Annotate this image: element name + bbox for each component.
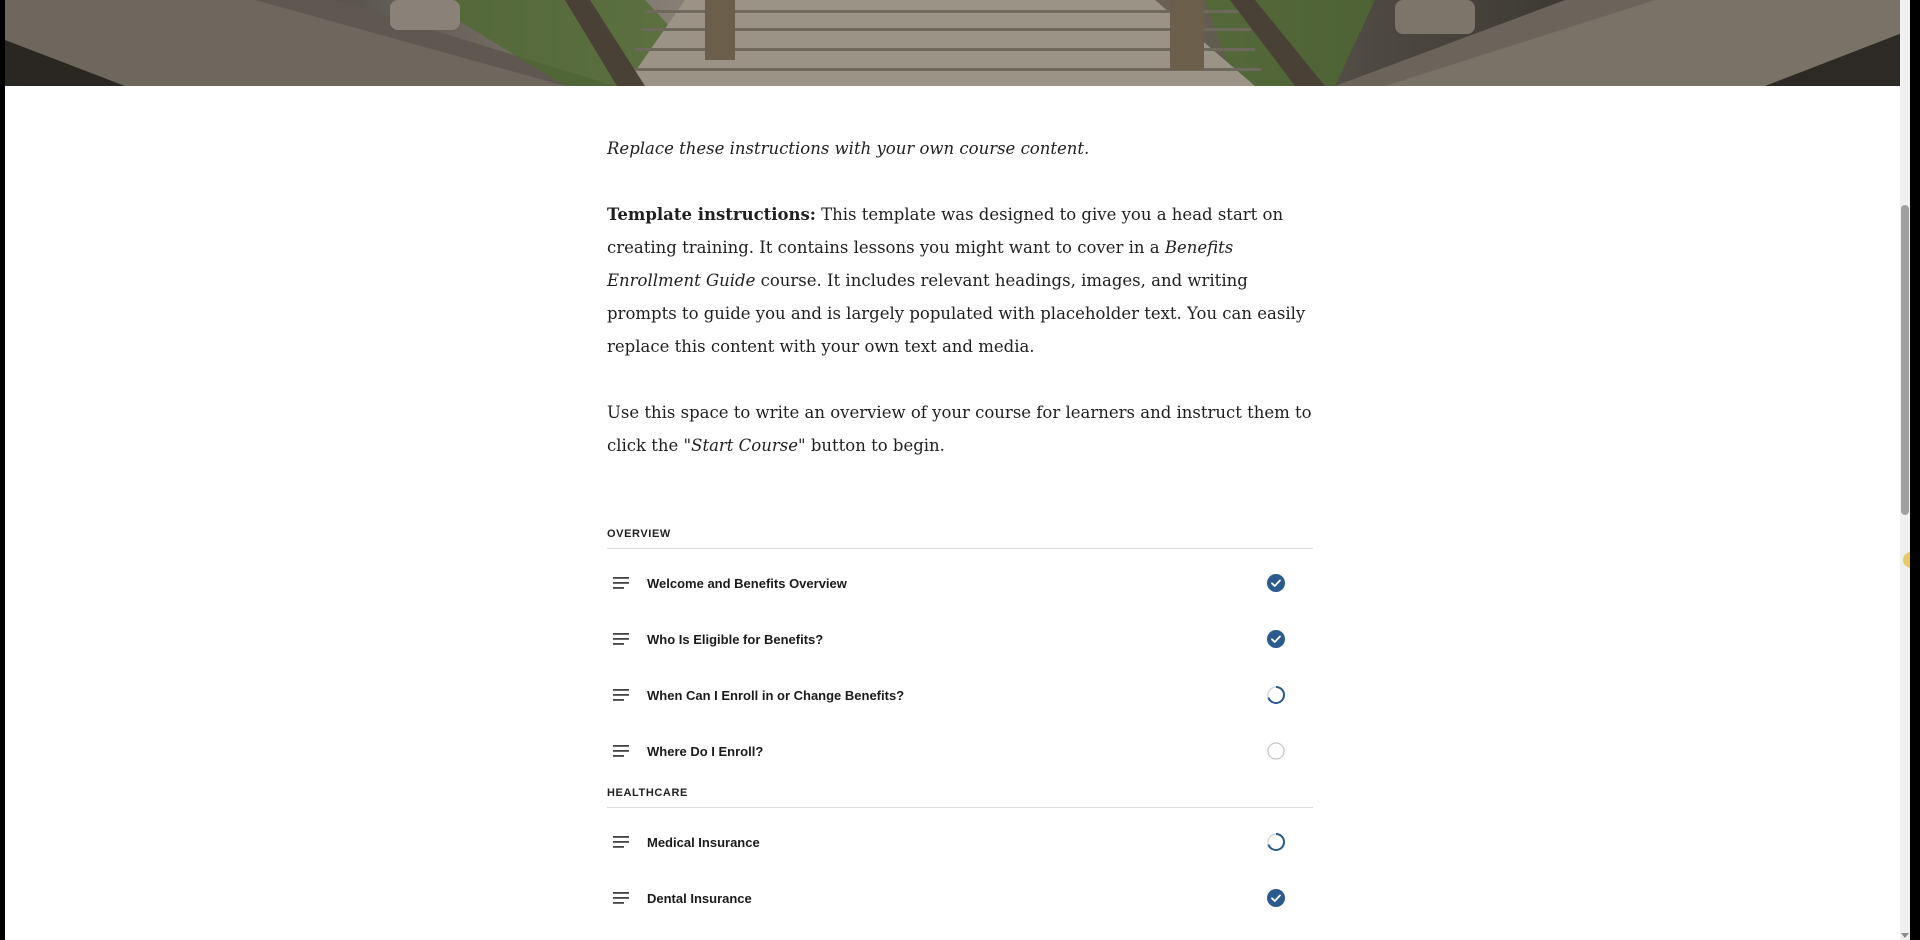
- check-circle-icon: [1266, 629, 1286, 649]
- overview-text-2: " button to begin.: [797, 436, 945, 455]
- course-outline: [607, 528, 1313, 934]
- lesson-title: Who Is Eligible for Benefits?: [647, 631, 824, 647]
- progress-ring-icon: [1266, 832, 1286, 852]
- text-lines-icon: [613, 632, 631, 646]
- boardwalk-illustration: [5, 0, 1910, 86]
- text-lines-icon: [613, 576, 631, 590]
- progress-ring-icon: [1266, 685, 1286, 705]
- scrollbar-thumb[interactable]: [1901, 205, 1909, 515]
- lesson-item[interactable]: [607, 611, 1313, 667]
- lesson-item[interactable]: [607, 555, 1313, 611]
- section-healthcare: [607, 787, 1313, 926]
- lesson-item[interactable]: [607, 870, 1313, 926]
- text-lines-icon: [613, 688, 631, 702]
- lesson-title: Dental Insurance: [647, 890, 752, 906]
- mouse-cursor-icon: [1903, 552, 1910, 574]
- lesson-item[interactable]: [607, 667, 1313, 723]
- section-title: OVERVIEW: [607, 528, 1313, 549]
- intro-text: Replace these instructions with your own course content.: [607, 139, 1090, 158]
- overview-paragraph: [607, 396, 1313, 462]
- text-lines-icon: [613, 891, 631, 905]
- start-course-italic: Start Course: [691, 436, 798, 455]
- template-instructions-label: Template instructions:: [607, 205, 816, 224]
- lesson-title: When Can I Enroll in or Change Benefits?: [647, 687, 905, 703]
- template-instructions-text-2: course. It includes relevant headings, images, and writing prompts to guide you and is largely populated with placeholder text. You can easily replace this content with your own text and media.: [607, 271, 1306, 356]
- course-title-italic: Benefits Enrollment Guide: [607, 238, 1234, 290]
- check-circle-icon: [1266, 573, 1286, 593]
- course-description: [607, 132, 1313, 495]
- lesson-title: Medical Insurance: [647, 834, 760, 850]
- check-circle-icon: [1266, 888, 1286, 908]
- section-title: HEALTHCARE: [607, 787, 1313, 808]
- template-instructions-paragraph: [607, 198, 1313, 363]
- template-instructions-text-1: This template was designed to give you a head start on creating training. It contains lessons you might want to cover in a: [607, 205, 1284, 257]
- lesson-title: Where Do I Enroll?: [647, 743, 764, 759]
- section-overview: [607, 528, 1313, 779]
- scroll-down-arrow-icon[interactable]: [1901, 933, 1909, 938]
- empty-circle-icon: [1266, 741, 1286, 761]
- lesson-item[interactable]: [607, 814, 1313, 870]
- text-lines-icon: [613, 835, 631, 849]
- lesson-title: Welcome and Benefits Overview: [647, 575, 847, 591]
- overview-text-1: Use this space to write an overview of your course for learners and instruct them to click the ": [607, 403, 1312, 455]
- lesson-item[interactable]: [607, 723, 1313, 779]
- text-lines-icon: [613, 744, 631, 758]
- vertical-scrollbar[interactable]: [1900, 0, 1910, 940]
- page-viewport: [5, 0, 1910, 940]
- hero-banner-image: [5, 0, 1910, 86]
